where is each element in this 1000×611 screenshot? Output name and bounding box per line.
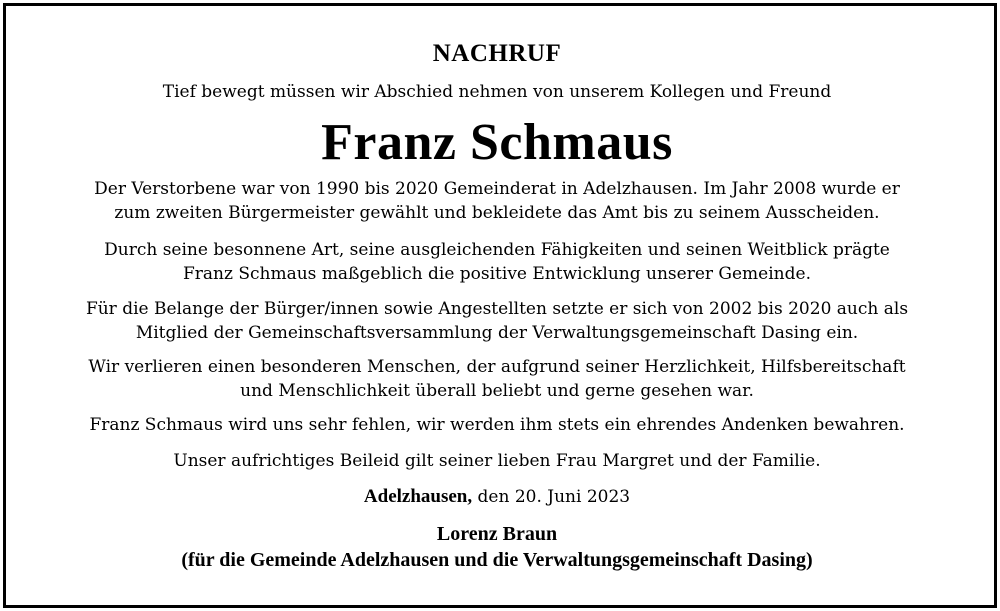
paragraph-loss: [0, 355, 994, 403]
paragraph-line: Franz Schmaus wird uns sehr fehlen, wir werden ihm stets ein ehrendes Andenken bewahren.: [89, 415, 905, 435]
paragraph-remembrance: [0, 413, 994, 437]
paragraph-line: Wir verlieren einen besonderen Menschen, der aufgrund seiner Herzlichkeit, Hilfsbereitschaft: [88, 357, 906, 377]
paragraph-character: [0, 238, 994, 286]
paragraph-line: Unser aufrichtiges Beileid gilt seiner lieben Frau Margret und der Familie.: [173, 451, 821, 471]
paragraph-line: Mitglied der Gemeinschaftsversammlung der Verwaltungsgemeinschaft Dasing ein.: [135, 323, 859, 343]
paragraph-line: und Menschlichkeit überall beliebt und gerne gesehen war.: [240, 381, 754, 401]
notice-heading: NACHRUF: [432, 40, 562, 67]
place-date-line: [0, 485, 994, 509]
paragraph-line: Durch seine besonnene Art, seine ausgleichenden Fähigkeiten und seinen Weitblick prägte: [104, 240, 890, 260]
paragraph-condolence: [0, 449, 994, 473]
date-text: den 20. Juni 2023: [472, 487, 631, 507]
paragraph-career: [0, 177, 994, 225]
deceased-name: Franz Schmaus: [321, 114, 673, 171]
place-name: Adelzhausen,: [363, 486, 473, 507]
paragraph-line: Der Verstorbene war von 1990 bis 2020 Gemeinderat in Adelzhausen. Im Jahr 2008 wurde er: [94, 179, 900, 199]
paragraph-service: [0, 297, 994, 345]
paragraph-line: Franz Schmaus maßgeblich die positive Entwicklung unserer Gemeinde.: [183, 264, 811, 284]
signer-organization: (für die Gemeinde Adelzhausen und die Verwaltungsgemeinschaft Dasing): [181, 549, 813, 571]
paragraph-line: zum zweiten Bürgermeister gewählt und bekleidete das Amt bis zu seinem Ausscheiden.: [114, 203, 880, 223]
signer-name: Lorenz Braun: [436, 523, 558, 545]
intro-line: Tief bewegt müssen wir Abschied nehmen von unserem Kollegen und Freund: [162, 82, 832, 102]
paragraph-line: Für die Belange der Bürger/innen sowie Angestellten setzte er sich von 2002 bis 2020 auch als: [85, 299, 909, 319]
